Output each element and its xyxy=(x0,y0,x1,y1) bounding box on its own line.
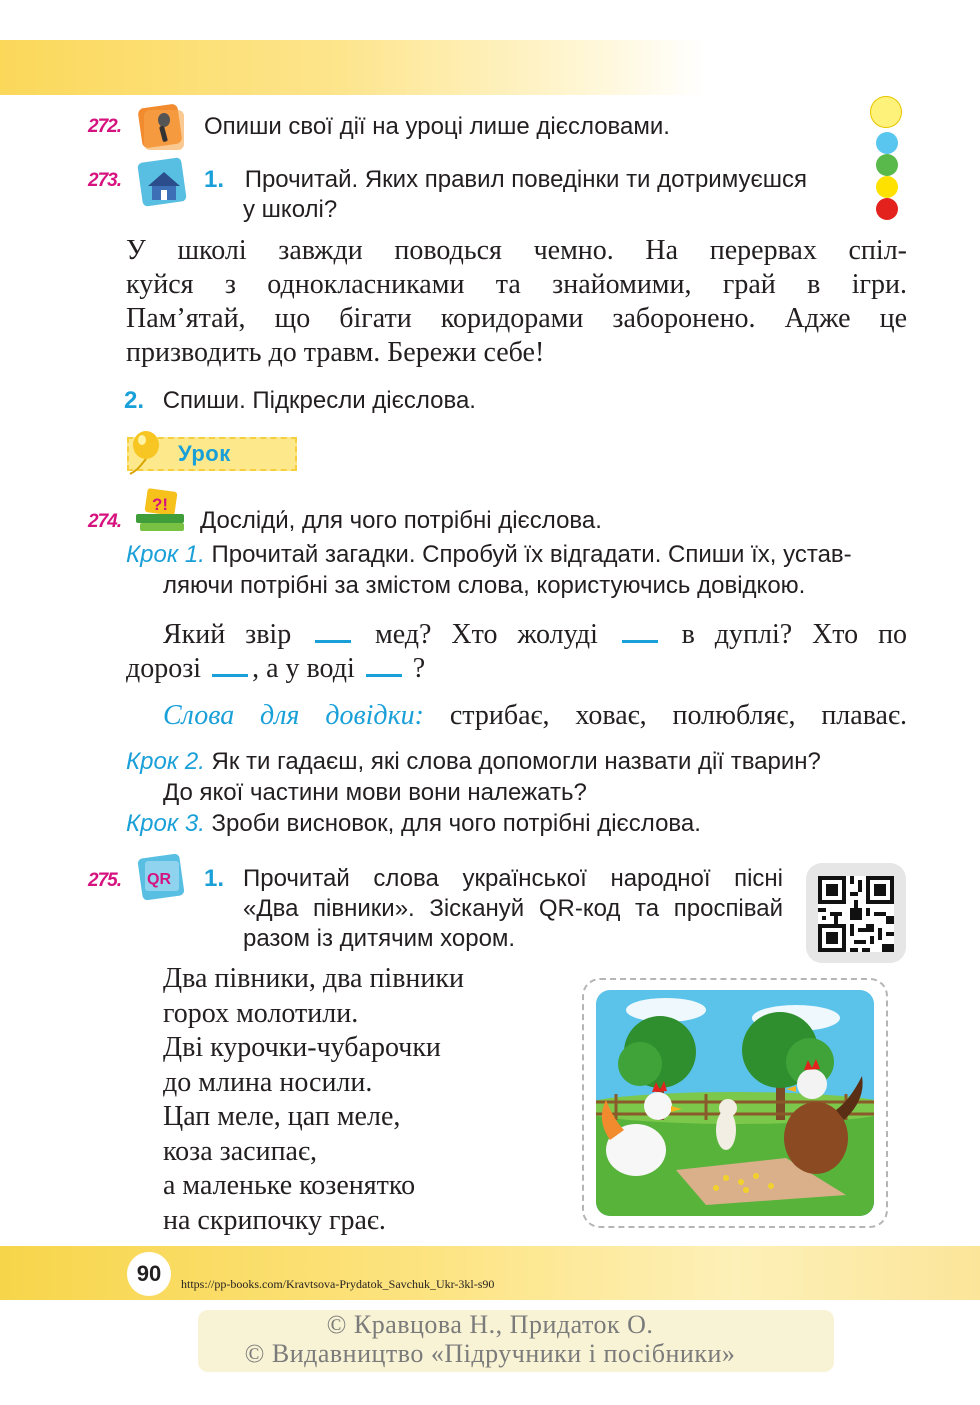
blank-line xyxy=(622,620,658,643)
task-number-273: 273. xyxy=(88,170,121,191)
krok-text-cont: До якої частини мови вони належать? xyxy=(163,779,587,806)
microphone-icon xyxy=(136,100,188,152)
qr-code[interactable] xyxy=(818,876,894,952)
task-number-272: 272. xyxy=(88,116,121,137)
krok-text-cont: ляючи потрібні за змістом слова, користуючись довідкою. xyxy=(163,572,806,599)
riddle-part: дорозі xyxy=(126,653,202,684)
copyright-line: © Кравцова Н., Придаток О. xyxy=(326,1310,654,1339)
step-number: 2. xyxy=(124,387,145,414)
song-line: Два півники, два півники xyxy=(163,963,464,994)
school-house-icon xyxy=(136,156,192,210)
step-number: 1. xyxy=(204,166,225,193)
footer-url[interactable]: https://pp-books.com/Kravtsova-Prydatok_Savchuk_Ukr-3kl-s90 xyxy=(181,1277,495,1291)
riddle-part: Який звір xyxy=(163,619,292,650)
krok-text: Як ти гадаєш, які слова допомогли назвати дії тварин? xyxy=(211,748,821,775)
krok-text: Зроби висновок, для чого потрібні дієслова. xyxy=(211,810,701,837)
song-line: а маленьке козенятко xyxy=(163,1170,416,1201)
song-line: на скрипочку грає. xyxy=(163,1204,386,1236)
step-text-cont: у школі? xyxy=(243,196,338,223)
song-lyrics xyxy=(163,962,464,1238)
krok-3 xyxy=(126,809,701,839)
task-275-step1 xyxy=(204,864,224,894)
passage-line: призводить до травм. Бережи себе! xyxy=(126,337,545,368)
riddle-part: мед? Хто жолуді xyxy=(375,619,598,650)
lesson-label: Урок xyxy=(178,441,231,466)
riddle-part: , а у воді xyxy=(252,653,355,684)
song-line: Дві курочки-чубарочки xyxy=(163,1032,441,1063)
passage-line: куйся з однокласниками та знайомими, грай в ігри. xyxy=(126,269,907,300)
krok-text: Прочитай загадки. Спробуй їх відгадати. Спиши їх, устав- xyxy=(211,541,852,568)
task-273-step1 xyxy=(204,165,807,195)
page-number: 90 xyxy=(127,1252,171,1296)
step-number: 1. xyxy=(204,865,225,892)
krok-1 xyxy=(126,540,852,570)
task-number-274: 274. xyxy=(88,511,121,532)
blank-line xyxy=(366,654,402,677)
krok-2 xyxy=(126,747,821,777)
riddle-part: ? xyxy=(412,653,426,684)
task-274-text: Досліди́, для чого потрібні дієслова. xyxy=(200,507,602,534)
song-line: Цап меле, цап меле, xyxy=(163,1101,401,1132)
riddle-line-2 xyxy=(126,652,425,686)
svg-text:QR: QR xyxy=(147,871,171,888)
reference-list: стрибає, ховає, полюбляє, плаває. xyxy=(449,700,907,731)
task-number-275: 275. xyxy=(88,870,121,891)
qr-card-icon xyxy=(136,852,188,904)
research-books-icon xyxy=(132,488,190,534)
step-text: «Два півники». Зіскануй QR-код та проспівай xyxy=(243,895,783,922)
copyright-line: © Видавництво «Підручники і посібники» xyxy=(244,1339,736,1368)
blank-line xyxy=(315,620,351,643)
task-272-text: Опиши свої дії на уроці лише дієсловами. xyxy=(204,113,670,140)
song-line: коза засипає, xyxy=(163,1135,317,1167)
balloon-icon xyxy=(124,428,164,476)
svg-text:?!: ?! xyxy=(152,495,169,514)
riddle-line-1 xyxy=(163,618,907,652)
reference-words xyxy=(163,699,907,733)
top-band xyxy=(0,40,980,95)
riddle-part: в дуплі? Хто по xyxy=(681,619,908,650)
task-273-step2 xyxy=(124,386,476,416)
krok-label: Крок 2. xyxy=(126,748,205,775)
song-line: горох молотили. xyxy=(163,997,359,1029)
krok-label: Крок 3. xyxy=(126,810,205,837)
blank-line xyxy=(212,654,248,677)
passage-line: Пам’ятай, що бігати коридорами заборонено. Адже це xyxy=(126,303,907,334)
reference-label: Слова для довідки: xyxy=(163,700,424,731)
caterpillar-traffic-icon xyxy=(860,96,916,226)
step-text: Прочитай. Яких правил поведінки ти дотримуєшся xyxy=(244,166,807,193)
passage-line: У школі завжди поводься чемно. На перервах спіл- xyxy=(126,235,907,266)
step-text: разом із дитячим хором. xyxy=(243,925,516,952)
step-text: Спиши. Підкресли дієслова. xyxy=(162,387,476,414)
step-text: Прочитай слова української народної пісні xyxy=(243,865,783,892)
song-line: до млина носили. xyxy=(163,1066,373,1098)
roosters-illustration xyxy=(596,990,874,1216)
krok-label: Крок 1. xyxy=(126,541,205,568)
